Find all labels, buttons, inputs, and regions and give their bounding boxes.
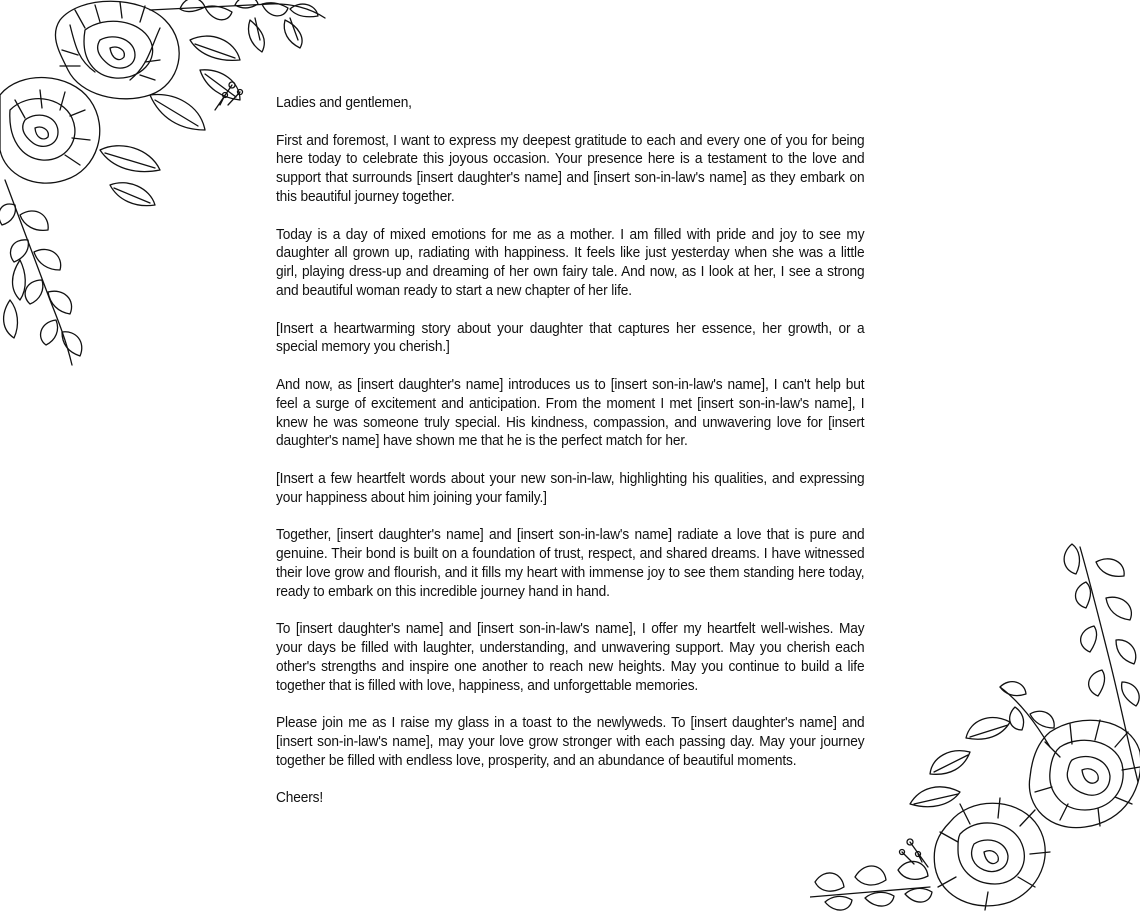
letter-paragraph-daughter-story-placeholder: [Insert a heartwarming story about your daughter that captures her essence, her growth, or a special memory you cherish.]: [276, 320, 865, 356]
letter-paragraph-toast: Please join me as I raise my glass in a toast to the newlyweds. To [insert daughter's name] and [insert son-in-law's name], may your love grow stronger with each passing day. May your journey together be filled with endless love, prosperity, and an abundance of beautiful moments.: [276, 715, 865, 769]
letter-paragraph-son-in-law-intro: And now, as [insert daughter's name] introduces us to [insert son-in-law's name], I can't help but feel a surge of excitement and anticipation. From the moment I met [insert son-in-law's name], I knew he was someone truly special. His kindness, compassion, and unwavering love for [insert daughter's name] have shown me that he is the perfect match for her.: [276, 376, 865, 450]
letter-paragraph-mother-emotions: Today is a day of mixed emotions for me as a mother. I am filled with pride and joy to see my daughter all grown up, radiating with happiness. It feels like just yesterday when she was a little girl, playing dress-up and dreaming of her own fairy tale. And now, as I look at her, I see a strong and beautiful woman ready to start a new chapter of her life.: [276, 226, 865, 299]
letter-paragraph-well-wishes: To [insert daughter's name] and [insert son-in-law's name], I offer my heartfelt well-wishes. May your days be filled with laughter, understanding, and unwavering support. May you cherish each other's strengths and inspire one another to reach new heights. May you continue to build a life together that is filled with love, happiness, and unforgettable memories.: [276, 621, 865, 694]
letter-closing: Cheers!: [276, 790, 324, 807]
letter-paragraph-couple-love: Together, [insert daughter's name] and [insert son-in-law's name] radiate a love that is pure and genuine. Their bond is built on a foundation of trust, respect, and shared dreams. I have witnessed their love grow and flourish, and it fills my heart with immense joy to see them standing here today, ready to embark on this incredible journey hand in hand.: [276, 527, 865, 600]
letter-paragraph-gratitude: First and foremost, I want to express my deepest gratitude to each and every one of you for being here today to celebrate this joyous occasion. Your presence here is a testament to the love and support that surrounds [insert daughter's name] and [insert son-in-law's name] as they embark on this beautiful journey together.: [276, 132, 865, 205]
letter-paragraph-son-in-law-placeholder: [Insert a few heartfelt words about your new son-in-law, highlighting his qualities, and expressing your happiness about him joining your family.]: [276, 470, 865, 506]
letter-greeting: Ladies and gentlemen,: [276, 95, 412, 111]
letter-body: [276, 94, 864, 827]
